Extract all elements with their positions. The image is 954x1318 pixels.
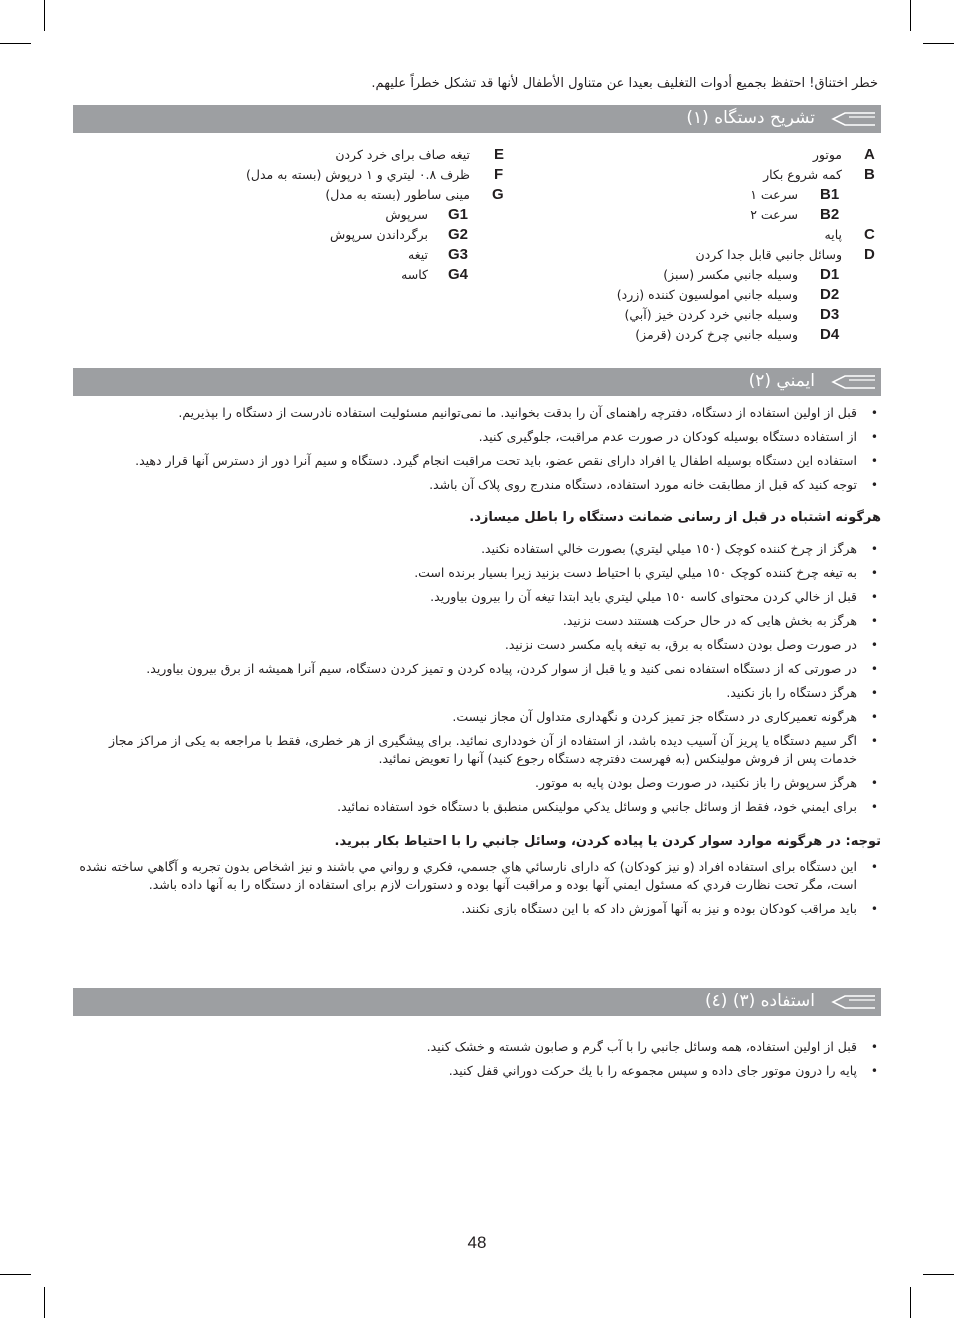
list-item [560,286,880,306]
safety-list [78,404,878,500]
crop-mark [923,43,954,44]
part-label: سرعت ١ [750,187,798,202]
part-label: برگرداندن سرپوش [329,227,428,242]
part-code: B [864,166,875,183]
list-item: • پایه را درون موتور جای داده و سپس مجموعه را با یك حرکت دوراني قفل کنید. [78,1062,878,1080]
list-item: • قبل از اولین استفاده، همه وسائل جانبي را با آب گرم و صابون شسته و خشک کنید. [78,1038,878,1056]
part-code: D [864,246,875,263]
list-item: • استفاده این دستگاه بوسیله اطفال یا افراد دارای نقص عضو، باید تحت مراقبت انجام گیرد. دستگاه و سیم آنرا دور از دسترس آنها قرار دهید. [78,452,878,470]
list-item: • قبل از خالي کردن محتوای کاسه ١٥٠ میلي لیتري باید ابتدا تیغه آن را بیرون بیاورید. [78,588,878,606]
arrow-left-icon [831,109,877,129]
crop-mark [44,0,45,31]
part-label: تیغه [408,247,428,262]
list-item [560,186,880,206]
crop-mark [910,0,911,31]
part-code: E [494,146,505,163]
part-label: وسیله جانبي مکسر (سبز) [663,267,798,282]
part-label: وسائل جانبي قابل جدا کردن [695,247,842,262]
list-item: • قبل از اولین استفاده از دستگاه، دفترچه راهنمای آن را بدقت بخوانید. ما نمی‌توانیم مسئولیت استفاده نادرست از دستگاه را بپذیریم. [78,404,878,422]
list-item [560,226,880,246]
crop-mark [923,1274,954,1275]
part-code: G3 [448,246,469,263]
usage-list [78,1038,878,1086]
part-code: B1 [820,186,840,203]
part-label: ظرف ٠.٨ لیتري و ١ درپوش (بسته به مدل) [246,167,470,182]
warning-heading: هرگونه اشتباه در قبل از رسانی ضمانت دستگاه را باطل میسازد. [469,510,881,525]
part-label: کاسه [401,267,428,282]
safety-list [78,540,878,822]
part-code: F [494,166,504,183]
part-code: B2 [820,206,840,223]
section-title: ايمني (٢) [748,371,815,391]
note-heading: توجه: در هرگونه موارد سوار کردن یا پیاده کردن، وسائل جانبي را با احتیاط بکار ببرید. [334,834,881,849]
part-code: G [492,186,504,203]
section-title: تشريح دستگاه (١) [686,108,815,128]
list-item [220,146,520,166]
part-code: A [864,146,875,163]
list-item: • این دستگاه برای استفاده افراد (و نیز کودکان) که دارای نارسائي هاي جسمي، فكري و رواني مي باشند و نيز اشخاص بدون تجربه و آگاهي ساخته نشده است، مگر تحت نظارت فردي كه مسئول ايمني آنها بوده و مراقبت آنها بوده و دستورات لازم برای استفاده از دستگاه را به آنها داده باشد. [78,858,878,894]
list-item: • از استفاده دستگاه بوسیله کودکان در صورت عدم مراقبت، جلوگیری کنید. [78,428,878,446]
list-item: • هرگز از چرخ کننده کوچک (١٥٠ میلي لیتري) بصورت خالي استفاده نکنید. [78,540,878,558]
crop-mark [0,1274,31,1275]
page-number: 48 [467,1233,487,1252]
list-item [560,206,880,226]
part-code: G2 [448,226,469,243]
part-label: تیغه صاف برای خرد کردن [335,147,470,162]
part-label: پایه [824,227,842,242]
safety-list [78,858,878,924]
crop-mark [910,1287,911,1318]
parts-list-right [560,146,880,346]
part-code: D2 [820,286,840,303]
list-item [220,206,520,226]
list-item: • باید مراقب کودکان بوده و نیز به آنها آموزش داد که با این دستگاه بازی نکنند. [78,900,878,918]
part-label: موتور [812,147,842,162]
list-item: • هرگز سرپوش را باز نکنید، در صورت وصل بودن پایه به موتور. [78,774,878,792]
arrow-left-icon [831,372,877,392]
list-item [220,166,520,186]
part-code: D1 [820,266,840,283]
part-label: وسیله جانبي خرد کردن خیز (آبي) [624,307,798,322]
part-code: G4 [448,266,469,283]
part-label: وسیله جانبي چرخ کردن (قرمز) [635,327,798,342]
part-code: D4 [820,326,840,343]
part-code: C [864,226,875,243]
list-item: • هرگز به بخش هایی که در حال حرکت هستند دست نزنید. [78,612,878,630]
list-item: • در صورت وصل بودن دستگاه به برق، به تیغه پایه مکسر دست نزنید. [78,636,878,654]
list-item: • اگر سیم دستگاه یا پریز آن آسیب دیده باشد، از استفاده از آن خودداری نمائید. برای پیشگیری از هر خطری، فقط با مراجعه به یکی از مراکز مجاز خدمات پس از فروش مولینکس (به فهرست دفترچه دستگاه رجوع کنید) آنها را تعویض نمائید. [78,732,878,768]
list-item [560,146,880,166]
crop-mark [0,43,31,44]
list-item [560,306,880,326]
part-label: وسیله جانبي امولسیون کننده (زرد) [616,287,798,302]
crop-mark [44,1287,45,1318]
list-item [220,246,520,266]
list-item: • برای ایمني خود، فقط از وسائل جانبي و وسائل یدکي مولینکس منطبق با دستگاه خود استفاده نمائید. [78,798,878,816]
intro-warning: خطر اختناق! احتفظ بجميع أدوات التغليف بعيدا عن متناول الأطفال لأنها قد تشكل خطراً عليهم. [371,76,878,91]
parts-list-left [220,146,520,286]
list-item [560,246,880,266]
list-item [560,166,880,186]
list-item: • توجه کنید که قبل از مطابقت خانه مورد استفاده، دستگاه مندرج روی پلاک آن باشد. [78,476,878,494]
arrow-left-icon [831,992,877,1012]
list-item: • هرگونه تعمیرکاری در دستگاه جز تمیز کردن و نگهداری متداول آن مجاز نیست. [78,708,878,726]
part-label: کمه شروع بکار [763,167,842,182]
section-title: استفاده (٣) (٤) [705,991,815,1011]
list-item [220,186,520,206]
part-label: سرپوش [385,207,428,222]
part-code: G1 [448,206,469,223]
part-label: مینی ساطور (بسته به مدل) [325,187,470,202]
list-item: • به تیغه چرخ کننده کوچک ١٥٠ میلي لیتري با احتیاط دست بزنید زیرا بسیار برنده است. [78,564,878,582]
section-header [73,105,881,133]
list-item [560,266,880,286]
list-item [220,266,520,286]
list-item: • در صورتی که از دستگاه استفاده نمی کنید و یا قبل از سوار کردن، پیاده کردن و تمیز کردن دستگاه، سیم آنرا همیشه از برق بیرون بیاورید. [78,660,878,678]
section-header [73,988,881,1016]
list-item [560,326,880,346]
part-code: D3 [820,306,840,323]
list-item [220,226,520,246]
list-item: • هرگز دستگاه را باز نکنید. [78,684,878,702]
part-label: سرعت ٢ [750,207,798,222]
section-header [73,368,881,396]
